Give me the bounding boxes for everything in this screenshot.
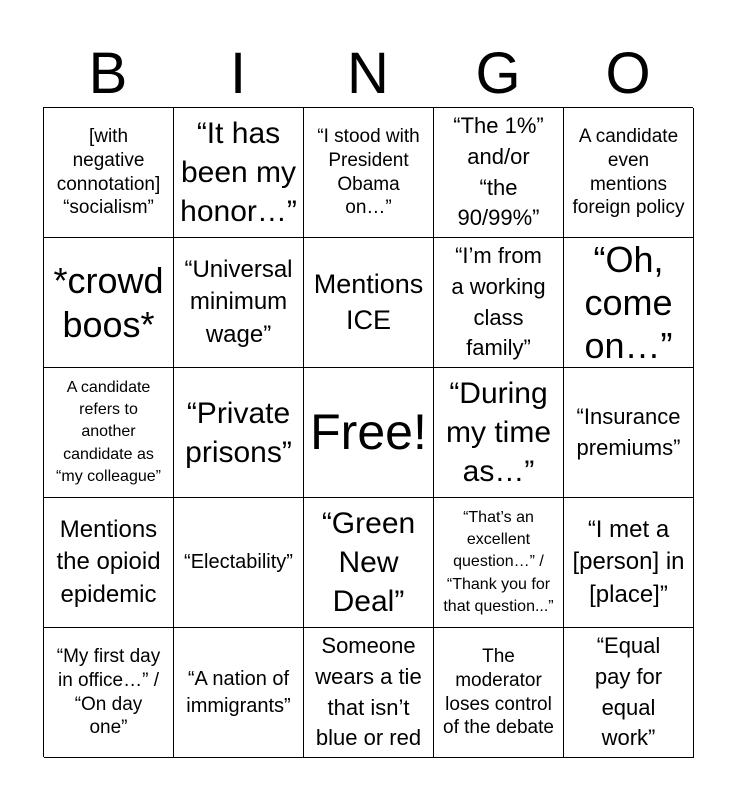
bingo-cell[interactable]	[434, 498, 564, 628]
header-letter-g: G	[475, 41, 521, 106]
free-cell[interactable]	[304, 368, 434, 498]
bingo-cell[interactable]	[434, 108, 564, 238]
bingo-cell[interactable]	[174, 368, 304, 498]
bingo-cell[interactable]	[564, 498, 694, 628]
bingo-cell[interactable]	[564, 108, 694, 238]
cell-text: “I met a [person] in [place]”	[572, 515, 685, 608]
bingo-cell[interactable]	[304, 238, 434, 368]
bingo-cell[interactable]	[434, 368, 564, 498]
header-letter-b: B	[88, 41, 128, 106]
cell-text: “Green New Deal”	[321, 507, 416, 618]
free-text: Free!	[310, 404, 427, 460]
cell-text: “Oh, come on…”	[584, 238, 673, 367]
cell-text: “I stood with President Obama on…”	[317, 126, 420, 219]
bingo-cell[interactable]	[174, 108, 304, 238]
cell-text: “Electability”	[184, 551, 293, 573]
cell-text: “The 1%” and/or “the 90/99%”	[453, 112, 544, 231]
cell-text: “My first day in office…” / “On day one”	[56, 646, 161, 739]
bingo-cell[interactable]	[44, 498, 174, 628]
cell-text: [with negative connotation] “socialism”	[56, 126, 161, 219]
cell-text: “I’m from a working class family”	[451, 242, 546, 361]
bingo-cell[interactable]	[304, 628, 434, 758]
bingo-cell[interactable]	[174, 238, 304, 368]
cell-text: “During my time as…”	[446, 377, 551, 488]
bingo-cell[interactable]	[304, 498, 434, 628]
bingo-cell[interactable]	[174, 628, 304, 758]
bingo-cell[interactable]	[564, 628, 694, 758]
bingo-cell[interactable]	[44, 368, 174, 498]
cell-text: A candidate even mentions foreign policy	[572, 126, 685, 219]
cell-text: A candidate refers to another candidate as “my colleague”	[56, 378, 161, 486]
bingo-cell[interactable]	[44, 238, 174, 368]
bingo-board	[43, 107, 693, 757]
cell-text: The moderator loses control of the debate	[443, 646, 554, 739]
bingo-header	[43, 40, 693, 108]
cell-text: “It has been my honor…”	[180, 117, 297, 228]
bingo-cell[interactable]	[44, 628, 174, 758]
cell-text: “Private prisons”	[185, 396, 292, 469]
cell-text: “Equal pay for equal work”	[594, 632, 663, 751]
cell-text: “That’s an excellent question…” / “Thank you for that question...”	[443, 508, 554, 616]
bingo-cell[interactable]	[434, 238, 564, 368]
bingo-cell[interactable]	[564, 368, 694, 498]
bingo-cell[interactable]	[174, 498, 304, 628]
header-letter-n: N	[347, 41, 389, 106]
cell-text: Someone wears a tie that isn’t blue or red	[315, 632, 422, 751]
bingo-cell[interactable]	[304, 108, 434, 238]
cell-text: “A nation of immigrants”	[186, 667, 291, 717]
cell-text: “Insurance premiums”	[576, 403, 681, 460]
header-letter-o: O	[605, 41, 651, 106]
cell-text: Mentions the opioid epidemic	[56, 515, 161, 608]
header-letter-i: I	[229, 41, 247, 106]
bingo-cell[interactable]	[434, 628, 564, 758]
bingo-cell[interactable]	[564, 238, 694, 368]
cell-text: “Universal minimum wage”	[184, 255, 293, 348]
bingo-cell[interactable]	[44, 108, 174, 238]
cell-text: Mentions ICE	[313, 269, 424, 335]
cell-text: *crowd boos*	[53, 260, 164, 345]
